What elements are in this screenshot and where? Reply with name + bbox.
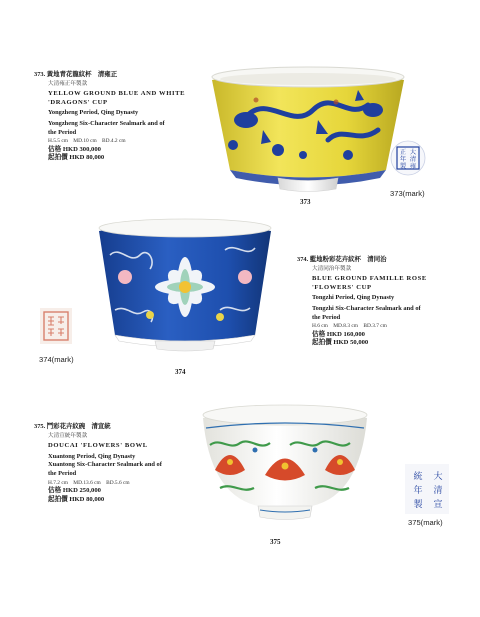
lot-373-period: Yongzheng Period, Qing Dynasty xyxy=(48,109,139,117)
lot-373-mark-en-1: Yongzheng Six-Character Sealmark and of xyxy=(48,119,165,127)
lot-374-seal-mark-image xyxy=(40,308,72,344)
lot-373-seal-mark-image xyxy=(390,140,426,176)
lot-374-title-en-2: 'FLOWERS' CUP xyxy=(312,283,372,291)
lot-374-mark-cn: 大清同治年製款 xyxy=(312,265,352,272)
seal-373-char-2: 清 xyxy=(409,156,417,163)
lot-373-title-cn: 373. 黃地青花龍紋杯 清雍正 xyxy=(34,71,118,78)
seal-373-char-3: 雍 xyxy=(409,163,417,170)
lot-373-estimate: 估格 HKD 300,000 xyxy=(48,145,101,153)
lot-375-number: 375 xyxy=(270,538,281,546)
lot-374-mark-en-1: Tongzhi Six-Character Sealmark and of xyxy=(312,304,421,312)
lot-375-dimensions: H.7.2 cm MD.13.6 cm BD.5.6 cm xyxy=(48,479,130,486)
lot-373-mark-cn: 大清雍正年製款 xyxy=(48,80,88,87)
lot-373-title-en-1: YELLOW GROUND BLUE AND WHITE xyxy=(48,90,186,98)
lot-373-starting-price: 起拍價 HKD 80,000 xyxy=(48,154,105,162)
lot-375-seal-mark-image xyxy=(405,464,449,514)
lot-373-number: 373 xyxy=(300,198,311,206)
lot-374-mark-en-2: the Period xyxy=(312,313,341,321)
lot-374-title-en-1: BLUE GROUND FAMILLE ROSE xyxy=(312,275,427,283)
lot-374-mark-label: 374(mark) xyxy=(39,355,74,364)
lot-374-period: Tongzhi Period, Qing Dynasty xyxy=(312,294,395,302)
lot-374-number: 374 xyxy=(175,368,186,376)
lot-374-starting-price: 起拍價 HKD 50,000 xyxy=(312,339,369,347)
lot-374-dimensions: H.6 cm MD.8.3 cm BD.3.7 cm xyxy=(312,323,387,330)
mark-375-char-3: 宣 xyxy=(433,500,443,510)
lot-373-mark-label: 373(mark) xyxy=(390,189,425,198)
lot-375-estimate: 估格 HKD 250,000 xyxy=(48,487,101,495)
lot-373-title-en-2: 'DRAGONS' CUP xyxy=(48,98,108,106)
lot-374-cup-image xyxy=(95,215,275,353)
mark-375-char-6: 製 xyxy=(413,500,423,510)
lot-373-text xyxy=(34,71,224,163)
seal-373-char-4: 正 xyxy=(399,149,407,156)
lot-375-text xyxy=(34,423,224,504)
lot-375-period: Xuantong Period, Qing Dynasty xyxy=(48,452,136,460)
mark-375-char-2: 清 xyxy=(433,486,443,496)
lot-374-text xyxy=(297,256,467,348)
lot-375-mark-en-2: the Period xyxy=(48,469,77,477)
lot-375-title-en-1: DOUCAI 'FLOWERS' BOWL xyxy=(48,442,148,450)
lot-375-mark-cn: 大清宣統年製款 xyxy=(48,432,88,439)
mark-375-char-1: 大 xyxy=(433,472,443,482)
lot-375-starting-price: 起拍價 HKD 80,000 xyxy=(48,495,105,503)
lot-373-dimensions: H.5.5 cm MD.10 cm BD.4.2 cm xyxy=(48,138,126,145)
lot-373-mark-en-2: the Period xyxy=(48,128,77,136)
lot-373-cup-image xyxy=(208,60,408,195)
seal-373-char-5: 年 xyxy=(399,156,407,163)
lot-375-mark-en-1: Xuantong Six-Character Sealmark and of xyxy=(48,461,162,469)
lot-375-mark-label: 375(mark) xyxy=(408,518,443,527)
seal-373-char-6: 製 xyxy=(399,163,407,170)
lot-375-bowl-image xyxy=(200,400,370,525)
lot-374-title-cn: 374. 藍地粉彩花卉紋杯 清同治 xyxy=(297,256,387,263)
mark-375-char-4: 統 xyxy=(413,472,423,482)
lot-375-title-cn: 375. 鬥彩花卉紋碗 清宣統 xyxy=(34,423,111,430)
seal-373-char-1: 大 xyxy=(409,149,417,156)
mark-375-char-5: 年 xyxy=(413,486,423,496)
lot-374-estimate: 估格 HKD 160,000 xyxy=(312,330,365,338)
